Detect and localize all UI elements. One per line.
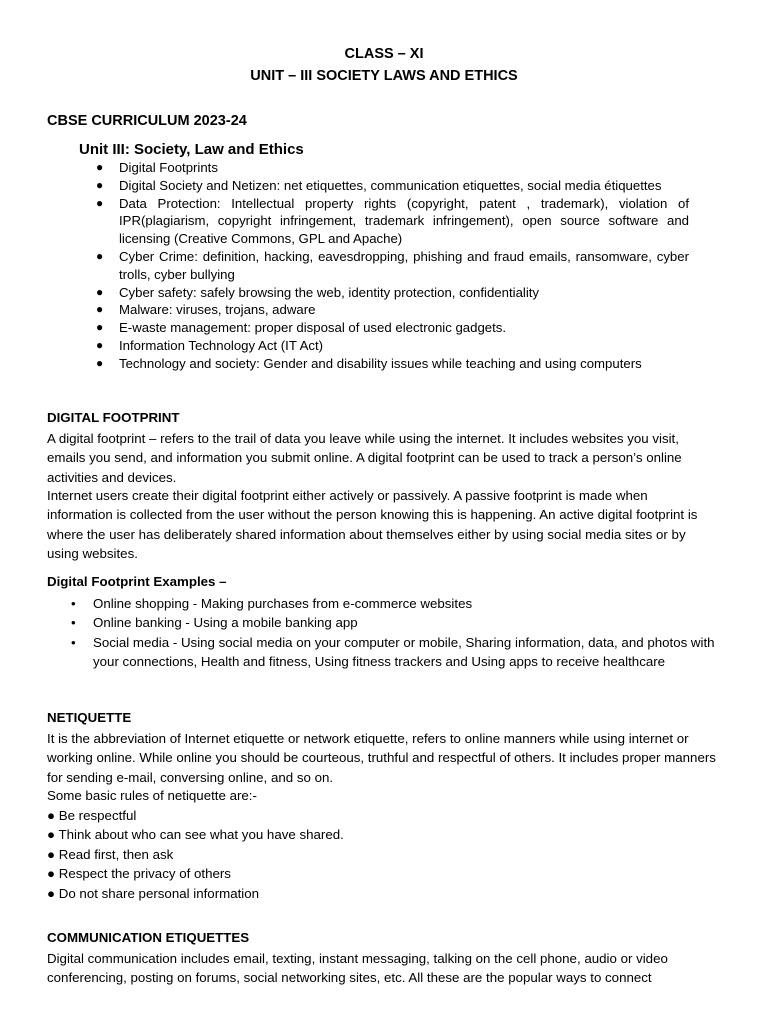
list-item: • Social media - Using social media on your computer or mobile, Sharing information, data, and photos with your connections, Health and fitness, Using fitness trackers and Using apps to receive healthcare [71, 634, 715, 670]
bullet-icon: ● [96, 355, 104, 370]
curriculum-heading: CBSE CURRICULUM 2023-24 [47, 113, 247, 129]
list-item: ● Technology and society: Gender and disability issues while teaching and using computers [96, 355, 642, 371]
list-item: ● Data Protection: Intellectual property rights (copyright, patent , trademark), violation of IPR(plagiarism, copyright infringement, trademark infringement), open source software and licensing (Creative Commons, GPL and Apache) [96, 195, 689, 247]
list-item: • Online banking - Using a mobile banking app [47, 613, 727, 632]
list-item: ● Cyber Crime: definition, hacking, eavesdropping, phishing and fraud emails, ransomware, cyber trolls, cyber bullying [96, 248, 689, 282]
communication-heading: COMMUNICATION ETIQUETTES [47, 930, 250, 945]
bullet-icon: ● [96, 337, 104, 352]
list-item: ● Do not share personal information [47, 885, 260, 901]
list-item: ● Think about who can see what you have shared. [47, 827, 344, 842]
examples-list [47, 594, 727, 672]
list-item: ● Digital Society and Netizen: net etiquettes, communication etiquettes, social media étiquettes [96, 177, 662, 193]
bullet-icon: ● [96, 177, 104, 192]
netiquette-para: It is the abbreviation of Internet etiquette or network etiquette, refers to online manners while using internet or working online. While online you should be courteous, truthful and respectful of others. It includes proper manners for sending e-mail, conversing online, and so on. [47, 731, 716, 785]
list-item: ● E-waste management: proper disposal of used electronic gadgets. [96, 320, 507, 336]
bullet-icon: ● [96, 160, 104, 174]
list-item: ● Read first, then ask [47, 846, 174, 862]
curriculum-box [79, 141, 689, 373]
bullet-icon: ● [96, 248, 104, 263]
bullet-icon: ● [96, 302, 104, 317]
list-item: • Online shopping - Making purchases from e-commerce websites [47, 594, 727, 613]
digital-footprint-para-2: Internet users create their digital footprint either actively or passively. A passive footprint is made when information is collected from the user without the person knowing this is happening. An active digital footprint is where the user has deliberately shared information about themselves either by using social media sites or by using websites. [47, 488, 698, 561]
list-item: ● Respect the privacy of others [47, 866, 231, 881]
class-title: CLASS – XI [344, 46, 424, 62]
unit-title: UNIT – III SOCIETY LAWS AND ETHICS [250, 68, 518, 84]
netiquette-heading: NETIQUETTE [47, 710, 132, 725]
examples-heading: Digital Footprint Examples – [47, 574, 227, 589]
list-item: ● Digital Footprints [96, 160, 218, 175]
list-item: ● Malware: viruses, trojans, adware [96, 302, 316, 318]
bullet-icon: ● [96, 195, 104, 210]
bullet-icon: • [71, 615, 76, 631]
list-item: ● Cyber safety: safely browsing the web, identity protection, confidentiality [96, 284, 540, 300]
digital-footprint-para-1: A digital footprint – refers to the trail of data you leave while using the internet. It includes websites you visit, emails you send, and information you submit online. A digital footprint can be used to track a person’s online activities and devices. [47, 431, 682, 485]
bullet-icon: ● [96, 320, 104, 335]
curriculum-list [79, 159, 689, 373]
list-item: ● Information Technology Act (IT Act) [96, 337, 324, 353]
bullet-icon: • [71, 596, 76, 611]
netiquette-rules [47, 786, 547, 903]
communication-para: Digital communication includes email, texting, instant messaging, talking on the cell phone, audio or video conferencing, posting on forums, social networking sites, etc. All these are the popular ways to connect [47, 951, 668, 986]
bullet-icon: • [71, 634, 76, 650]
bullet-icon: ● [96, 284, 104, 299]
rules-intro: Some basic rules of netiquette are:- [47, 788, 257, 803]
digital-footprint-heading: DIGITAL FOOTPRINT [47, 410, 180, 425]
list-item: ● Be respectful [47, 807, 137, 823]
curriculum-unit-title: Unit III: Society, Law and Ethics [79, 141, 304, 158]
